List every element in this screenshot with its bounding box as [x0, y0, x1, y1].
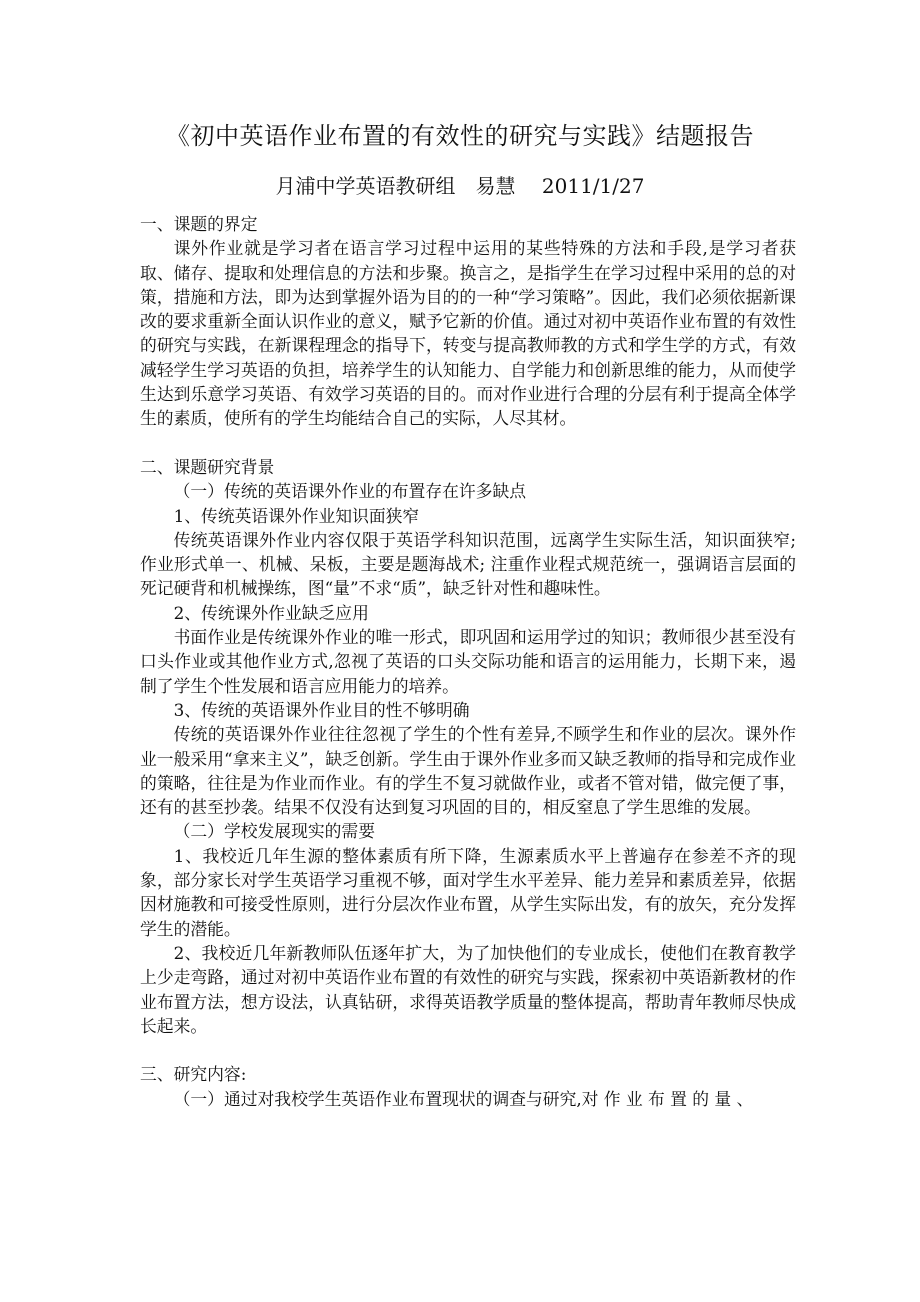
document-body: [140, 212, 796, 1111]
subsection-heading: （二）学校发展现实的需要: [173, 821, 375, 842]
subsection-heading: （一）通过对我校学生英语作业布置现状的调查与研究,对 作 业 布 置 的 量 、: [173, 1088, 754, 1109]
section-heading: 二、课题研究背景: [140, 456, 275, 477]
paragraph-gap: [140, 1038, 796, 1062]
paragraph: 2、我校近几年新教师队伍逐年扩大，为了加快他们的专业成长，使他们在教育教学上少走弯路，通过对初中英语作业布置的有效性的研究与实践，探索初中英语新教材的作业布置方法，想方设法，认真钻研，求得英语教学质量的整体提高，帮助青年教师尽快成长起来。: [140, 942, 796, 1036]
paragraph: 传统的英语课外作业往往忽视了学生的个性有差异,不顾学生和作业的层次。课外作业一般采用“拿来主义”，缺乏创新。学生由于课外作业多而又缺乏教师的指导和完成作业的策略，往往是为作业而作业。有的学生不复习就做作业，或者不管对错，做完便了事，还有的甚至抄袭。结果不仅没有达到复习巩固的目的，相反窒息了学生思维的发展。: [140, 724, 796, 818]
paragraph: 传统英语课外作业内容仅限于英语学科知识范围，远离学生实际生活，知识面狭窄; 作业形式单一、机械、呆板，主要是题海战术; 注重作业程式规范统一，强调语言层面的死记硬背和机械操练，图“量”不求“质”，缺乏针对性和趣味性。: [140, 529, 796, 599]
paragraph: 课外作业就是学习者在语言学习过程中运用的某些特殊的方法和手段,是学习者获取、储存、提取和处理信息的方法和步聚。换言之，是指学生在学习过程中采用的总的对策，措施和方法，即为达到掌握外语为目的的一种“学习策略”。因此，我们必须依据新课改的要求重新全面认识作业的意义，赋予它新的价值。通过对初中英语作业布置的有效性的研究与实践，在新课程理念的指导下，转变与提高教师教的方式和学生学的方式，有效减轻学生学习英语的负担，培养学生的认知能力、自学能力和创新思维的能力，从而使学生达到乐意学习英语、有效学习英语的目的。而对作业进行合理的分层有利于提高全体学生的素质，使所有的学生均能结合自己的实际，人尽其材。: [140, 238, 796, 429]
paragraph: 1、我校近几年生源的整体素质有所下降，生源素质水平上普遍存在参差不齐的现象，部分家长对学生英语学习重视不够，面对学生水平差异、能力差异和素质差异，依据因材施教和可接受性原则，进行分层次作业布置，从学生实际出发，有的放矢，充分发挥学生的潜能。: [140, 845, 796, 939]
subsection-heading: 1、传统英语课外作业知识面狭窄: [173, 505, 420, 526]
paragraph-gap: [140, 431, 796, 455]
document-title: 《初中英语作业布置的有效性的研究与实践》结题报告: [166, 122, 754, 150]
subsection-heading: 3、传统的英语课外作业目的性不够明确: [173, 699, 470, 720]
document-subtitle: 月浦中学英语教研组 易慧 2011/1/27: [275, 174, 645, 198]
subsection-heading: （一）传统的英语课外作业的布置存在许多缺点: [173, 481, 527, 502]
paragraph: 书面作业是传统课外作业的唯一形式，即巩固和运用学过的知识；教师很少甚至没有口头作业或其他作业方式,忽视了英语的口头交际功能和语言的运用能力，长期下来，遏制了学生个性发展和语言应用能力的培养。: [140, 627, 796, 696]
section-heading: 一、课题的界定: [140, 214, 258, 234]
section-heading: 三、研究内容:: [140, 1064, 247, 1085]
subsection-heading: 2、传统课外作业缺乏应用: [173, 602, 369, 623]
